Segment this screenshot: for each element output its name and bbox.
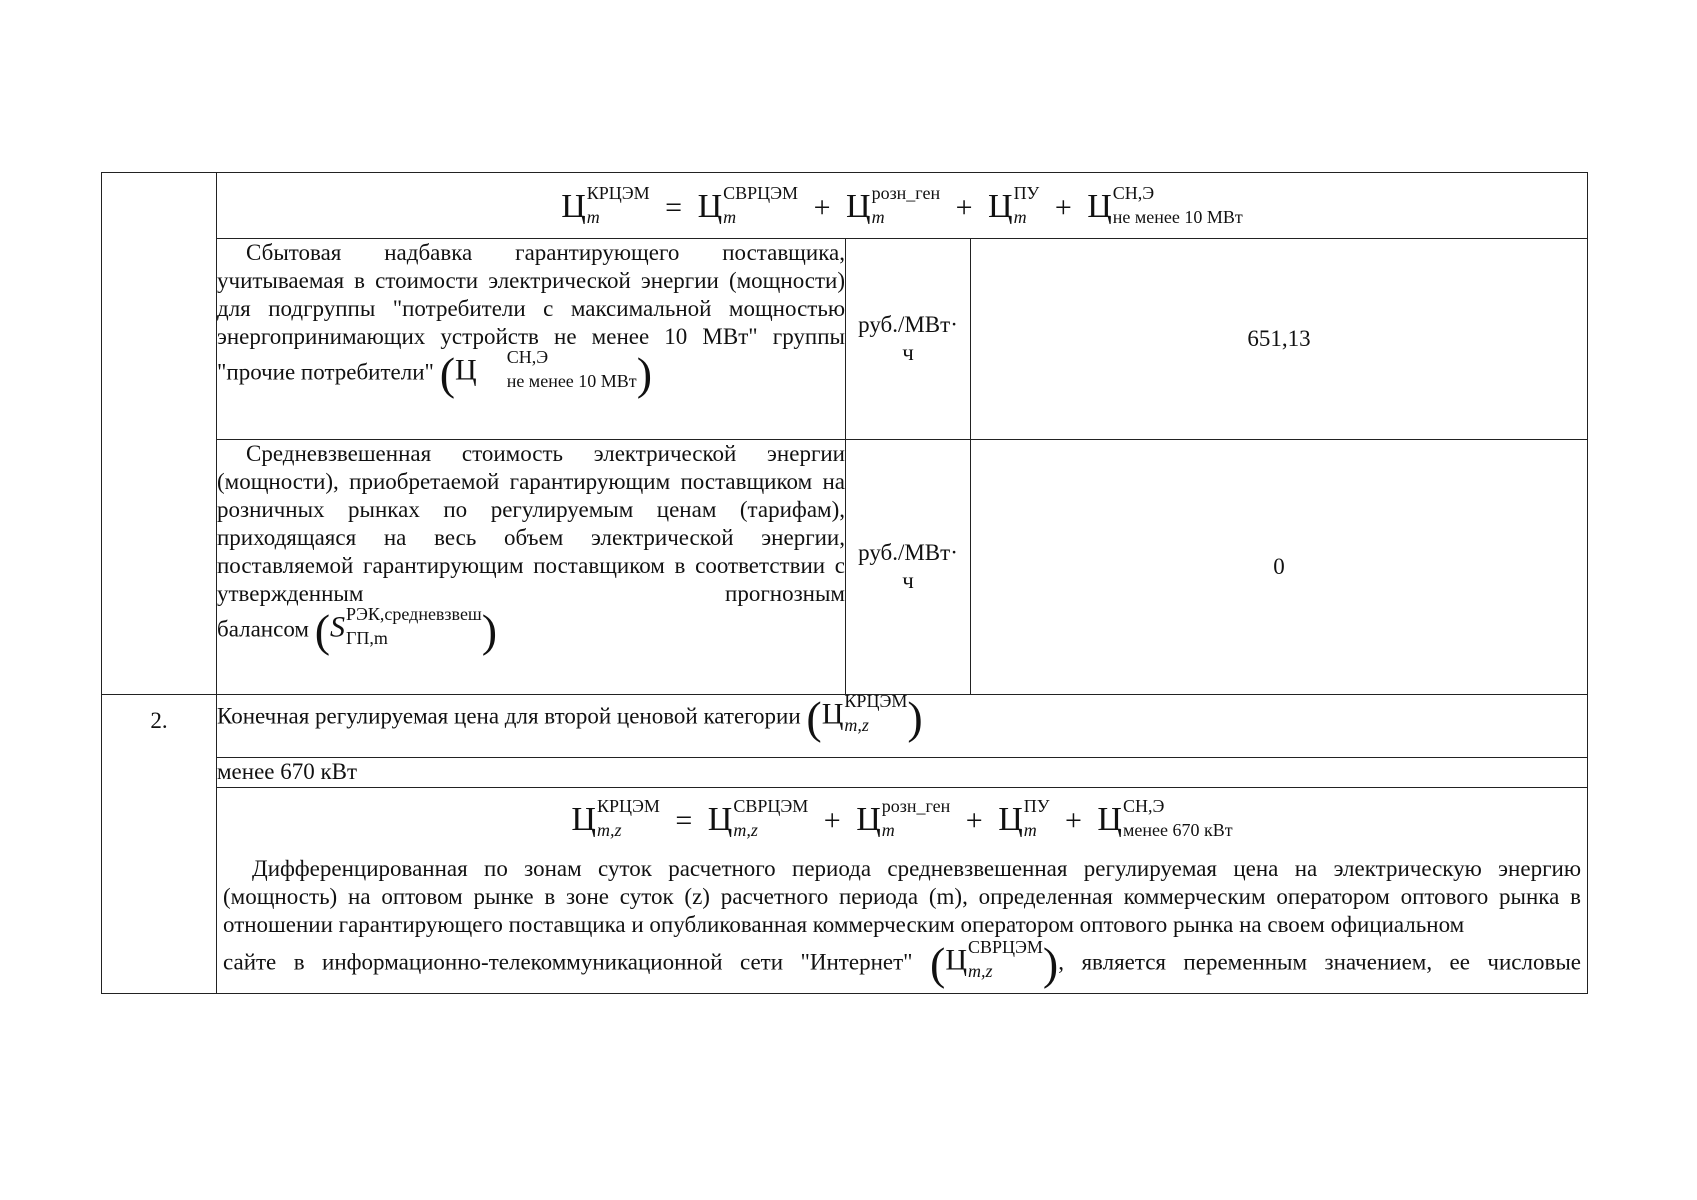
markup-description: Сбытовая надбавка гарантирующего поставщика, учитываемая в стоимости электрической энергии (мощности) для подгруппы "потребители с максимальной мощностью энергопринимающих устройств не менее 10 МВт" группы "прочие потребители" (Ц СН,Э не менее 10 МВт ) xyxy=(217,240,845,400)
inner-table xyxy=(217,239,1587,439)
formula-superscript: СВРЦЭМ xyxy=(968,937,1043,958)
formula-superscript: КРЦЭМ xyxy=(596,796,660,817)
inner-table xyxy=(217,440,1587,694)
value-cell xyxy=(971,239,1588,439)
subgroup-label: менее 670 кВт xyxy=(217,759,358,785)
weighted-description-end: балансом xyxy=(217,616,309,642)
formula-superscript: ПУ xyxy=(1023,796,1050,817)
formula-symbol: S xyxy=(330,610,346,644)
table-row xyxy=(102,695,1588,758)
unit-cell xyxy=(846,440,971,694)
row-number-cell xyxy=(102,173,217,695)
paragraph-last-line: сайте в информационно-телекоммуникационной сети "Интернет" (Ц СВРЦЭМ m,z ), является переменным значением, ее числовые xyxy=(223,937,1582,990)
equals-sign: = xyxy=(675,804,693,838)
formula-symbol: Ц xyxy=(561,188,586,225)
markup-description-text: Сбытовая надбавка гарантирующего поставщика, учитываемая в стоимости электрической энергии (мощности) для подгруппы "потребители с максимальной мощностью энергопринимающих устройств не менее 10 МВт" группы "прочие потребители" xyxy=(217,240,845,385)
weighted-value: 0 xyxy=(1273,554,1285,580)
formula-superscript: РЭК,средневзвеш xyxy=(346,604,482,625)
unit-cell xyxy=(846,239,971,439)
table-row xyxy=(102,239,1588,440)
formula-paragraph-cell xyxy=(217,788,1588,994)
formula-symbol: Ц xyxy=(455,353,477,387)
unit-text: руб./МВт· xyxy=(858,312,958,338)
subgroup-cell xyxy=(217,758,1588,788)
plus-sign: + xyxy=(813,191,831,224)
formula-krcem-mz xyxy=(217,788,1587,847)
document-table xyxy=(101,172,1588,994)
formula-symbol: Ц xyxy=(856,801,881,839)
price-paragraph xyxy=(217,847,1587,941)
formula-krcem-m xyxy=(217,173,1587,238)
formula-subscript: m,z xyxy=(733,820,758,841)
formula-symbol: Ц xyxy=(571,801,596,839)
formula-cell xyxy=(217,173,1588,239)
paragraph-last-end: , является переменным значением, ее числовые xyxy=(1058,949,1582,975)
formula-symbol: Ц xyxy=(821,697,844,731)
formula-subscript: m,z xyxy=(968,961,993,982)
formula-superscript: СВРЦЭМ xyxy=(733,796,809,817)
formula-subscript: не менее 10 МВт xyxy=(1112,207,1243,228)
plus-sign: + xyxy=(1065,804,1082,838)
formula-subscript: m xyxy=(1023,820,1037,841)
table-row xyxy=(102,173,1588,239)
section-number: 2. xyxy=(150,708,168,734)
formula-subscript: m xyxy=(881,820,895,841)
markup-value: 651,13 xyxy=(1247,326,1311,352)
formula-symbol: Ц xyxy=(846,188,871,225)
formula-superscript: КРЦЭМ xyxy=(844,691,908,712)
plus-sign: + xyxy=(955,191,973,224)
formula-superscript: СН,Э xyxy=(1122,796,1165,817)
paragraph-last-start: сайте в информационно-телекоммуникационной сети "Интернет" xyxy=(223,949,913,975)
value-cell xyxy=(971,440,1588,694)
formula-symbol: Ц xyxy=(1097,801,1122,839)
formula-subscript: m xyxy=(723,207,737,228)
unit-text: ч xyxy=(902,340,914,366)
row-number-cell xyxy=(102,695,217,994)
formula-subscript: m xyxy=(871,207,885,228)
paragraph-text: Дифференцированная по зонам суток расчетного периода средневзвешенная регулируемая цена на электрическую энергию (мощность) на оптовом рынке в зоне суток (z) расчетного периода (m), определенная коммерческим оператором оптового рынка в отношении гарантирующего поставщика и опубликованная коммерческим оператором оптового рынка на своем официальном xyxy=(223,856,1581,938)
plus-sign: + xyxy=(965,804,983,838)
formula-symbol: Ц xyxy=(1087,188,1112,225)
inner-row-cell xyxy=(217,440,1588,695)
formula-subscript: ГП,m xyxy=(346,628,388,649)
section-title-cell: Конечная регулируемая цена для второй ценовой категории (Ц КРЦЭМ m,z ) xyxy=(217,695,1588,758)
formula-symbol: Ц xyxy=(707,801,733,839)
formula-superscript: розн_ген xyxy=(881,796,951,817)
formula-subscript: менее 670 кВт xyxy=(1122,820,1233,841)
section-title: Конечная регулируемая цена для второй ценовой категории xyxy=(217,703,801,729)
plus-sign: + xyxy=(823,804,841,838)
formula-subscript: m xyxy=(1013,207,1027,228)
table-row xyxy=(102,758,1588,788)
formula-symbol: Ц xyxy=(697,188,723,225)
formula-subscript: m xyxy=(586,207,600,228)
formula-superscript: КРЦЭМ xyxy=(586,183,650,204)
unit-text: ч xyxy=(902,568,914,594)
formula-superscript: розн_ген xyxy=(871,183,941,204)
formula-superscript: ПУ xyxy=(1013,183,1040,204)
equals-sign: = xyxy=(665,191,683,224)
formula-superscript: СН,Э xyxy=(1112,183,1155,204)
inner-row-cell xyxy=(217,239,1588,440)
table-row xyxy=(102,788,1588,994)
formula-symbol: Ц xyxy=(988,188,1013,225)
table-row xyxy=(102,440,1588,695)
weighted-description: Средневзвешенная стоимость электрической энергии (мощности), приобретаемой гарантирующим поставщиком на розничных рынках по регулируемым ценам (тарифам), приходящаяся на весь объем электрической энергии, поставляемой гарантирующим поставщиком в соответствии с утвержденным прогнозным балансом (S РЭК,средневзвеш ГП,m ) xyxy=(217,441,845,657)
formula-subscript: m,z xyxy=(596,820,622,841)
formula-subscript: m,z xyxy=(844,715,869,736)
unit-text: руб./МВт· xyxy=(858,540,958,566)
plus-sign: + xyxy=(1054,191,1072,224)
formula-symbol: Ц xyxy=(945,943,967,977)
formula-symbol: Ц xyxy=(998,801,1023,839)
formula-subscript: не менее 10 МВт xyxy=(506,371,637,392)
weighted-description-text: Средневзвешенная стоимость электрической энергии (мощности), приобретаемой гарантирующим поставщиком на розничных рынках по регулируемым ценам (тарифам), приходящаяся на весь объем электрической энергии, поставляемой гарантирующим поставщиком в соответствии с утвержденным прогнозным xyxy=(217,441,845,607)
formula-superscript: СН,Э xyxy=(506,347,549,368)
formula-superscript: СВРЦЭМ xyxy=(723,183,799,204)
